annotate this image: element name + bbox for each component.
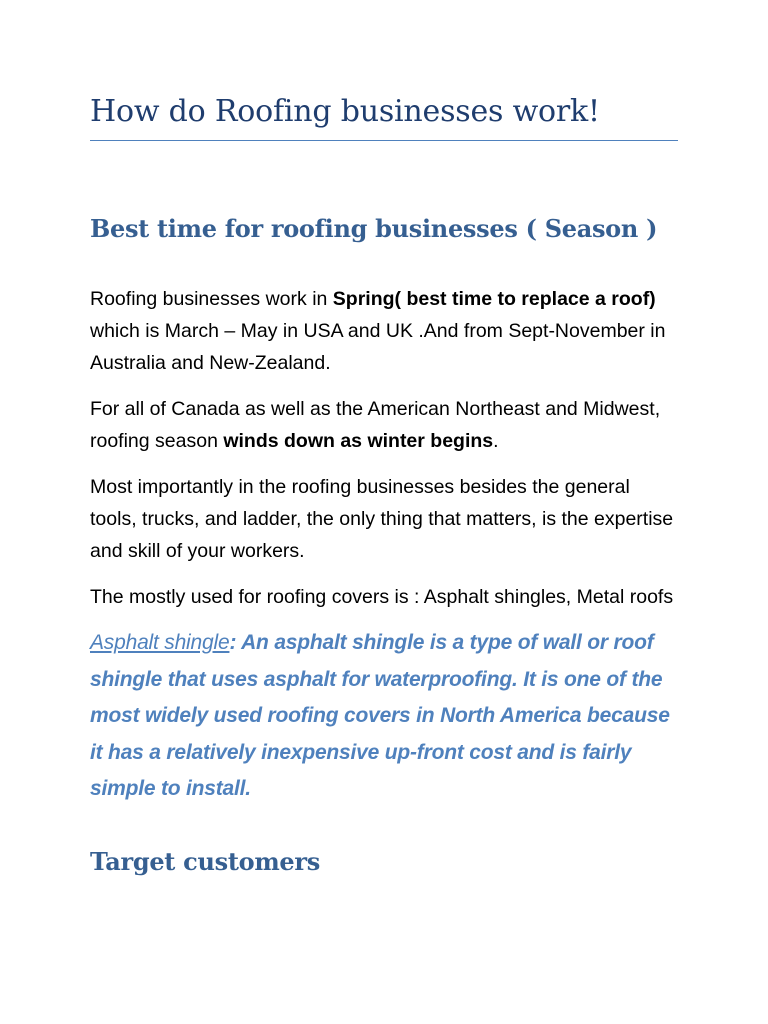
asphalt-shingle-definition [90,625,678,808]
document-title: How do Roofing businesses work! [90,92,678,141]
paragraph-season [90,283,678,379]
asphalt-shingle-description: : An asphalt shingle is a type of wall or roof shingle that uses asphalt for waterproofing. It is one of the most widely used roofing covers in North America because it has a relatively inexpensive up-front cost and is fairly simple to install. [90,631,670,800]
document-content [90,92,678,878]
paragraph-season-bold: Spring( best time to replace a roof) [332,288,656,310]
paragraph-canada-text-before: For all of Canada as well as the American Northeast and Midwest, roofing season [90,398,661,452]
paragraph-roofing-covers: The mostly used for roofing covers is : Asphalt shingles, Metal roofs [90,586,674,608]
paragraph-canada-bold: winds down as winter begins [223,430,494,452]
paragraph-season-text-before: Roofing businesses work in [90,288,333,310]
asphalt-shingle-term: Asphalt shingle [90,631,230,654]
section-heading-target-customers: Target customers [90,846,320,876]
paragraph-season-text-after: which is March – May in USA and UK .And from Sept-November in Australia and New-Zealand. [90,320,666,374]
section-heading-season: Best time for roofing businesses ( Season ) [90,214,658,243]
paragraph-canada-text-after: . [493,430,499,452]
paragraph-expertise: Most importantly in the roofing businesses besides the general tools, trucks, and ladder, the only thing that matters, is the expertise and skill of your workers. [90,476,674,562]
paragraph-canada [90,393,678,457]
